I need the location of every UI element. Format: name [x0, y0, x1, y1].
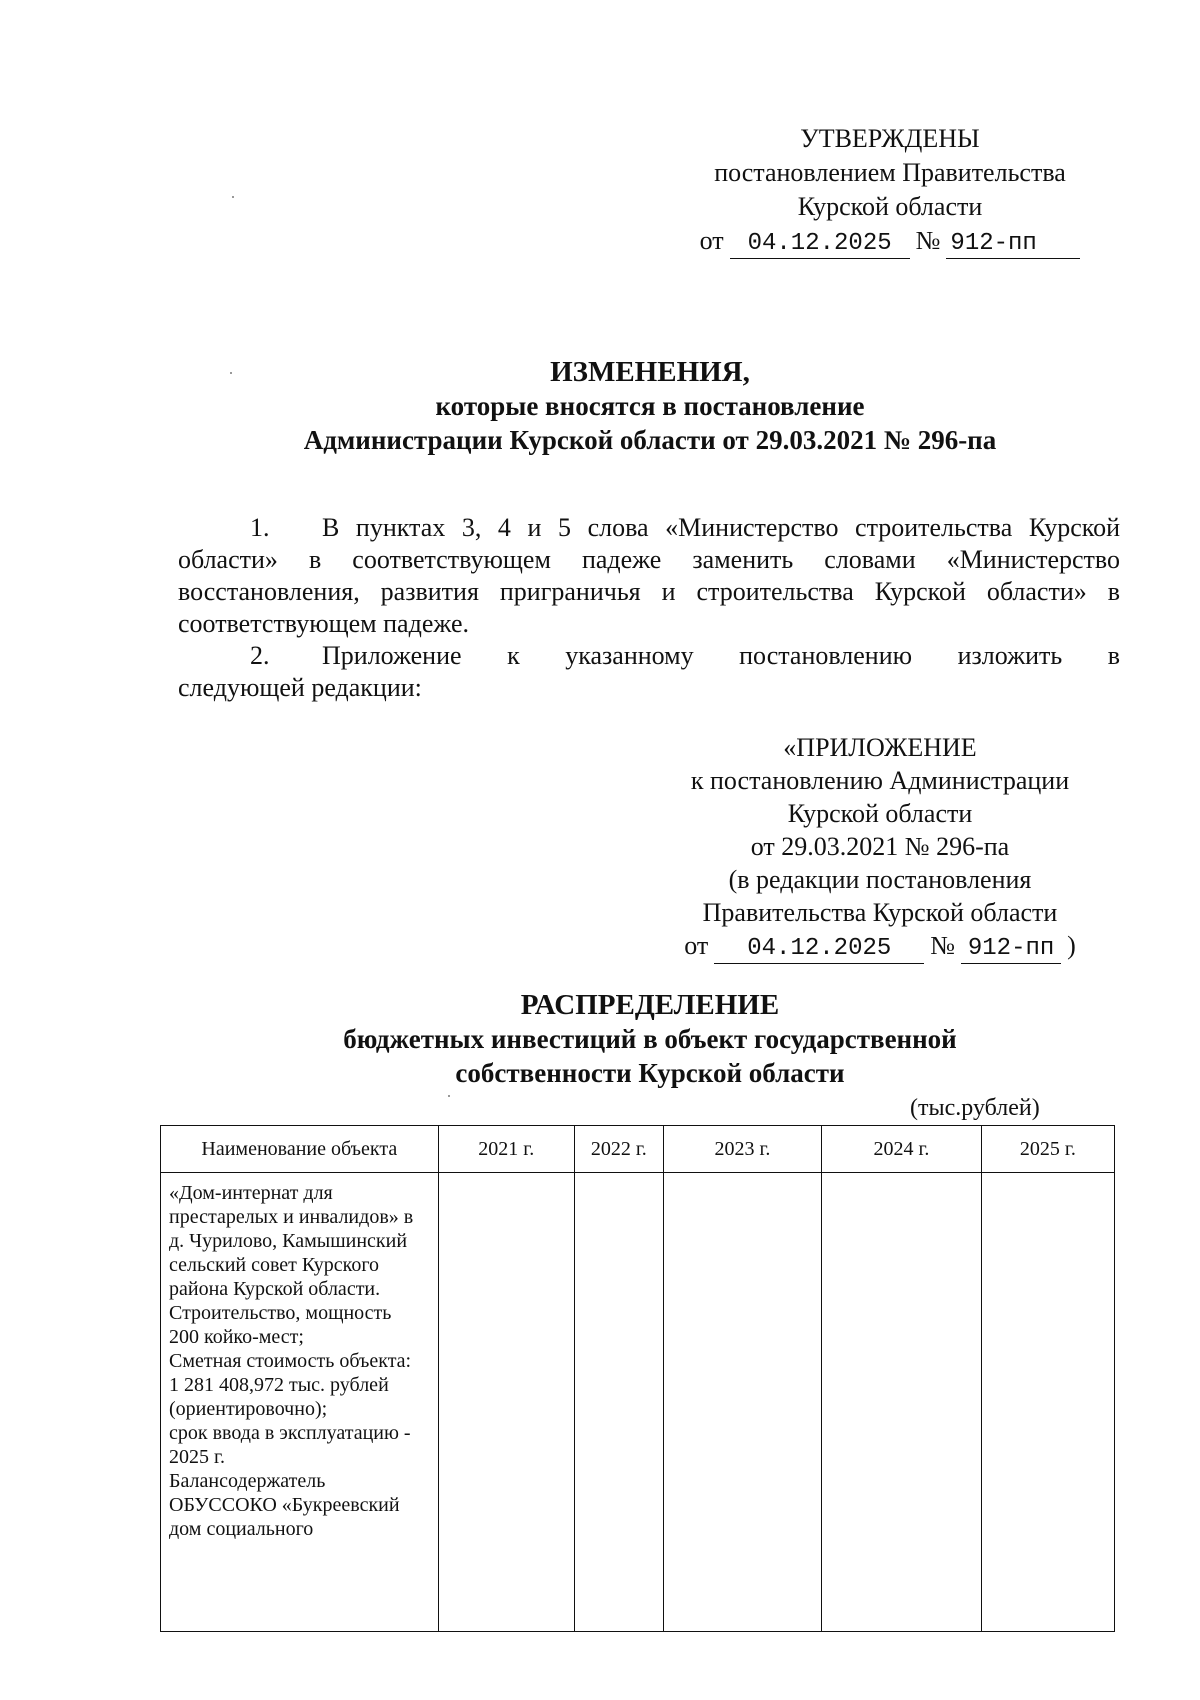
investment-table	[160, 1125, 1115, 1632]
scan-speck	[232, 196, 234, 198]
units-label: (тыс.рублей)	[910, 1095, 1040, 1121]
paragraph-2-rest: следующей редакции:	[178, 673, 422, 702]
appendix-line-3: от 29.03.2021 № 296-па	[750, 832, 1010, 861]
appendix-date: 04.12.2025	[714, 935, 924, 964]
value-cell-2024	[822, 1173, 982, 1632]
approval-date: 04.12.2025	[730, 230, 910, 259]
appendix-date-line	[650, 929, 1110, 964]
distribution-title: РАСПРЕДЕЛЕНИЕ	[520, 989, 780, 1021]
value-cell-2023	[663, 1173, 821, 1632]
approval-number: 912-пп	[946, 230, 1080, 259]
header-year-2021: 2021 г.	[438, 1126, 574, 1173]
object-description-cell: «Дом-интернат для престарелых и инвалидов» в д. Чурилово, Камышинский сельский совет Курского района Курской области. Строительство, мощность 200 койко-мест; Сметная стоимость объекта: 1 281 408,972 тыс. рублей (ориентировочно); срок ввода в эксплуатацию - 2025 г. Балансодержатель ОБУССОКО «Букреевский дом социального	[161, 1173, 439, 1632]
header-year-2025: 2025 г.	[981, 1126, 1114, 1173]
approval-num-label: №	[915, 226, 941, 255]
paragraph-1	[178, 512, 1120, 640]
distribution-subtitle-2: собственности Курской области	[455, 1058, 845, 1088]
table-header-row	[161, 1126, 1115, 1173]
header-year-2023: 2023 г.	[663, 1126, 821, 1173]
distribution-subtitle-1: бюджетных инвестиций в объект государственной	[343, 1024, 957, 1054]
appendix-number: 912-пп	[961, 935, 1061, 964]
approval-line-1: постановлением Правительства	[714, 158, 1066, 187]
approval-ot-label: от	[699, 226, 724, 255]
scan-speck	[230, 372, 232, 374]
changes-title: ИЗМЕНЕНИЯ,	[550, 356, 750, 388]
paragraph-2-number: 2.	[250, 641, 270, 670]
changes-subtitle-1: которые вносятся в постановление	[435, 391, 865, 421]
appendix-close-paren: )	[1067, 931, 1076, 960]
changes-heading	[180, 355, 1120, 457]
appendix-line-4: (в редакции постановления	[728, 865, 1032, 894]
header-year-2022: 2022 г.	[574, 1126, 663, 1173]
appendix-line-1: к постановлению Администрации	[690, 766, 1070, 795]
value-cell-2022	[574, 1173, 663, 1632]
paragraph-1-number: 1.	[250, 513, 270, 542]
scan-speck	[448, 1095, 450, 1097]
appendix-num-label: №	[930, 931, 956, 960]
header-year-2024: 2024 г.	[822, 1126, 982, 1173]
appendix-ot-label: от	[684, 931, 709, 960]
value-cell-2025	[981, 1173, 1114, 1632]
appendix-line-2: Курской области	[787, 799, 973, 828]
approval-title: УТВЕРЖДЕНЫ	[800, 124, 980, 153]
distribution-heading	[180, 988, 1120, 1090]
paragraph-2-text: Приложение к указанному постановлению изложить в	[322, 641, 1120, 670]
table-row	[161, 1173, 1115, 1632]
header-object-name: Наименование объекта	[161, 1126, 439, 1173]
approval-date-line	[680, 224, 1100, 259]
value-cell-2021	[438, 1173, 574, 1632]
paragraph-2-first-line	[178, 640, 1120, 672]
approval-line-2: Курской области	[797, 192, 983, 221]
appendix-title: «ПРИЛОЖЕНИЕ	[783, 733, 977, 762]
appendix-line-5: Правительства Курской области	[702, 898, 1058, 927]
appendix-block	[650, 731, 1110, 964]
changes-subtitle-2: Администрации Курской области от 29.03.2021 № 296-па	[303, 425, 997, 455]
paragraph-1-text: В пунктах 3, 4 и 5 слова «Министерство строительства Курской области» в соответствующем падеже заменить словами «Министерство восстановления, развития приграничья и строительства Курской области» в соответствующем падеже.	[178, 513, 1120, 638]
approval-block	[680, 122, 1100, 259]
